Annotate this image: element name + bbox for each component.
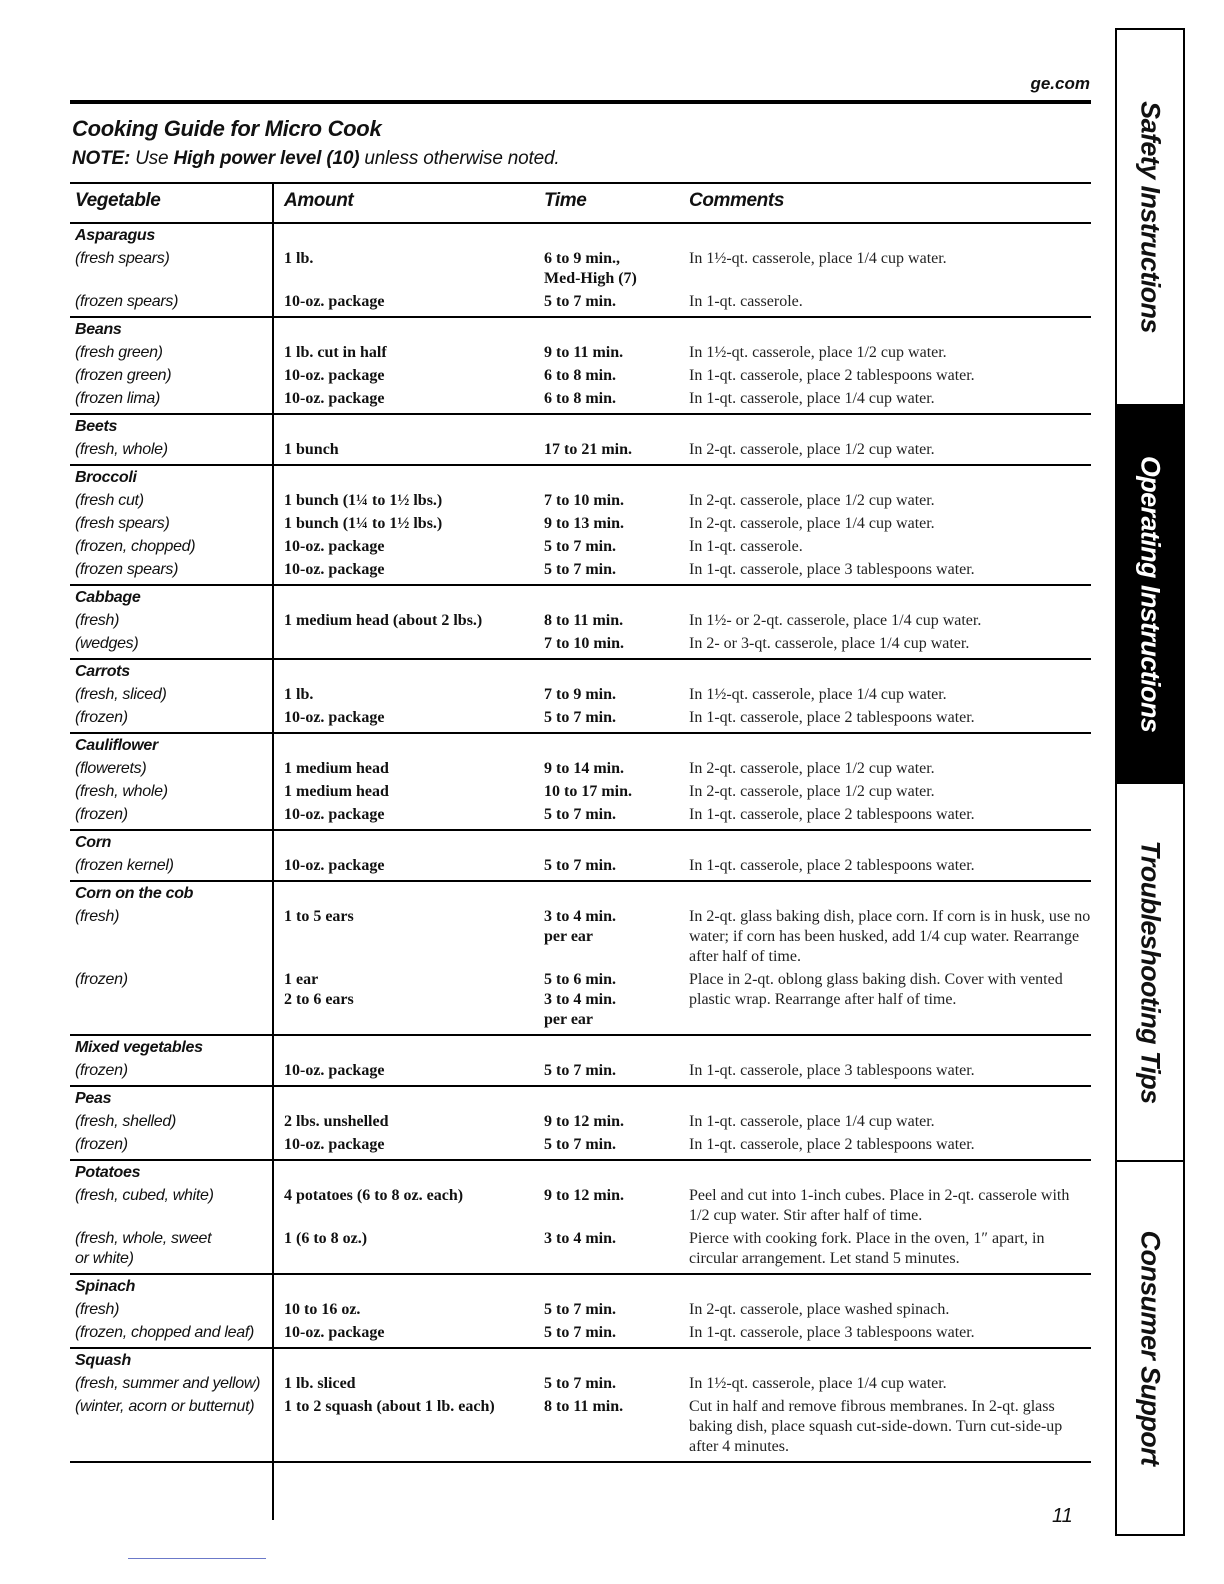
amount-cell: 10-oz. package — [284, 367, 385, 384]
vegetable-form: (fresh) — [75, 1301, 120, 1318]
vegetable-group — [70, 1275, 1091, 1349]
table-row — [70, 1300, 1091, 1320]
vegetable-form: (wedges) — [75, 635, 139, 652]
amount-cell: 10-oz. package — [284, 709, 385, 726]
time-cell: 5 to 6 min. 3 to 4 min. per ear — [544, 971, 616, 1028]
comment-cell: In 2-qt. casserole, place 1/4 cup water. — [689, 515, 935, 532]
vegetable-group — [70, 466, 1091, 586]
time-cell: 17 to 21 min. — [544, 441, 632, 458]
table-row — [70, 440, 1091, 460]
amount-cell: 1 medium head — [284, 783, 389, 800]
time-cell: 7 to 10 min. — [544, 635, 624, 652]
time-cell: 9 to 11 min. — [544, 344, 624, 361]
comment-cell: Peel and cut into 1-inch cubes. Place in 2-qt. casserole with 1/2 cup water. Stir after half of time. — [689, 1187, 1070, 1224]
footer-line — [128, 1558, 266, 1559]
comment-cell: In 1-qt. casserole, place 2 tablespoons water. — [689, 806, 975, 823]
amount-cell: 1 lb. — [284, 686, 314, 703]
top-rule — [70, 100, 1091, 104]
amount-cell: 10-oz. package — [284, 390, 385, 407]
vegetable-form: (fresh spears) — [75, 250, 170, 267]
table-row — [70, 491, 1091, 511]
vegetable-form: (fresh green) — [75, 344, 163, 361]
amount-cell: 1 lb. sliced — [284, 1375, 356, 1392]
comment-cell: In 2-qt. casserole, place 1/2 cup water. — [689, 760, 935, 777]
amount-cell: 1 to 2 squash (about 1 lb. each) — [284, 1398, 495, 1415]
column-divider — [272, 182, 274, 1520]
time-cell: 5 to 7 min. — [544, 857, 616, 874]
amount-cell: 10-oz. package — [284, 293, 385, 310]
tab-safety-instructions[interactable] — [1117, 30, 1183, 406]
comment-cell: In 2-qt. casserole, place 1/2 cup water. — [689, 441, 935, 458]
comment-cell: Place in 2-qt. oblong glass baking dish. Cover with vented plastic wrap. Rearrange after half of time. — [689, 971, 1063, 1008]
amount-cell: 1 medium head — [284, 760, 389, 777]
comment-cell: In 1-qt. casserole. — [689, 293, 803, 310]
time-cell: 5 to 7 min. — [544, 1301, 616, 1318]
amount-cell: 1 to 5 ears — [284, 908, 354, 925]
table-row — [70, 1323, 1091, 1343]
vegetable-name: Peas — [75, 1090, 112, 1107]
vegetable-group — [70, 660, 1091, 734]
time-cell: 9 to 12 min. — [544, 1113, 624, 1130]
table-row — [70, 560, 1091, 580]
vegetable-form: (frozen) — [75, 806, 128, 823]
comment-cell: In 1-qt. casserole, place 1/4 cup water. — [689, 1113, 935, 1130]
vegetable-name: Corn — [75, 834, 112, 851]
amount-cell: 10-oz. package — [284, 857, 385, 874]
comment-cell: In 1-qt. casserole, place 2 tablespoons water. — [689, 857, 975, 874]
table-row — [70, 1186, 1091, 1226]
vegetable-name: Beets — [75, 418, 118, 435]
table-row — [70, 537, 1091, 557]
time-cell: 6 to 8 min. — [544, 367, 616, 384]
table-row — [70, 1112, 1091, 1132]
table-row — [70, 389, 1091, 409]
vegetable-group — [70, 1161, 1091, 1275]
vegetable-group — [70, 1087, 1091, 1161]
time-cell: 5 to 7 min. — [544, 293, 616, 310]
vegetable-form: (fresh, summer and yellow) — [75, 1375, 261, 1392]
amount-cell: 10-oz. package — [284, 1324, 385, 1341]
vegetable-name: Carrots — [75, 663, 130, 680]
vegetable-group — [70, 224, 1091, 318]
column-header-time: Time — [544, 190, 587, 211]
column-header-amount: Amount — [284, 190, 354, 211]
tab-operating-instructions[interactable] — [1117, 406, 1183, 784]
amount-cell: 1 bunch (1¼ to 1½ lbs.) — [284, 515, 443, 532]
amount-cell: 2 lbs. unshelled — [284, 1113, 389, 1130]
time-cell: 7 to 10 min. — [544, 492, 624, 509]
column-header-comments: Comments — [689, 190, 784, 211]
table-row — [70, 366, 1091, 386]
page-number: 11 — [1052, 1505, 1073, 1527]
table-body — [70, 224, 1091, 1463]
vegetable-form: (fresh, cubed, white) — [75, 1187, 214, 1204]
vegetable-name: Potatoes — [75, 1164, 141, 1181]
vegetable-form: (frozen) — [75, 971, 128, 988]
vegetable-form: (fresh) — [75, 612, 120, 629]
comment-cell: In 2-qt. casserole, place washed spinach. — [689, 1301, 950, 1318]
time-cell: 8 to 11 min. — [544, 612, 624, 629]
vegetable-form: (fresh, whole, sweet or white) — [75, 1230, 212, 1267]
amount-cell — [282, 634, 544, 654]
amount-cell: 1 (6 to 8 oz.) — [284, 1230, 368, 1247]
vegetable-form: (fresh, sliced) — [75, 686, 167, 703]
vegetable-name: Spinach — [75, 1278, 136, 1295]
time-cell: 5 to 7 min. — [544, 709, 616, 726]
vegetable-form: (fresh, whole) — [75, 783, 168, 800]
table-row — [70, 249, 1091, 289]
side-tabs — [1115, 28, 1185, 1536]
amount-cell: 1 bunch — [284, 441, 339, 458]
table-header — [70, 182, 1091, 224]
amount-cell: 1 lb. cut in half — [284, 344, 387, 361]
page-title: Cooking Guide for Micro Cook — [72, 116, 382, 141]
time-cell: 7 to 9 min. — [544, 686, 616, 703]
comment-cell: In 1-qt. casserole, place 3 tablespoons water. — [689, 1324, 975, 1341]
amount-cell: 10-oz. package — [284, 1136, 385, 1153]
vegetable-group — [70, 1349, 1091, 1463]
time-cell: 6 to 8 min. — [544, 390, 616, 407]
comment-cell: In 1-qt. casserole, place 3 tablespoons water. — [689, 561, 975, 578]
tab-label: Operating Instructions — [1135, 455, 1166, 733]
comment-cell: In 1-qt. casserole, place 1/4 cup water. — [689, 390, 935, 407]
amount-cell: 1 ear 2 to 6 ears — [284, 971, 354, 1008]
table-row — [70, 514, 1091, 534]
amount-cell: 1 medium head (about 2 lbs.) — [284, 612, 483, 629]
table-row — [70, 634, 1091, 654]
time-cell: 5 to 7 min. — [544, 1062, 616, 1079]
table-row — [70, 611, 1091, 631]
vegetable-form: (winter, acorn or butternut) — [75, 1398, 255, 1415]
amount-cell: 10-oz. package — [284, 538, 385, 555]
vegetable-form: (frozen) — [75, 1062, 128, 1079]
amount-cell: 1 bunch (1¼ to 1½ lbs.) — [284, 492, 443, 509]
comment-cell: In 1-qt. casserole, place 3 tablespoons water. — [689, 1062, 975, 1079]
table-row — [70, 970, 1091, 1030]
vegetable-name: Mixed vegetables — [75, 1039, 203, 1056]
comment-cell: In 1½-qt. casserole, place 1/4 cup water. — [689, 686, 947, 703]
table-row — [70, 805, 1091, 825]
table-row — [70, 1135, 1091, 1155]
comment-cell: In 1½-qt. casserole, place 1/4 cup water. — [689, 250, 947, 267]
note-text-2: unless otherwise noted. — [359, 148, 560, 169]
comment-cell: In 2-qt. casserole, place 1/2 cup water. — [689, 783, 935, 800]
amount-cell: 10-oz. package — [284, 806, 385, 823]
vegetable-name: Broccoli — [75, 469, 137, 486]
vegetable-form: (frozen lima) — [75, 390, 161, 407]
comment-cell: In 1½- or 2-qt. casserole, place 1/4 cup water. — [689, 612, 982, 629]
table-row — [70, 1229, 1091, 1269]
time-cell: 6 to 9 min., Med-High (7) — [544, 250, 637, 287]
tab-label: Safety Instructions — [1135, 101, 1166, 333]
time-cell: 10 to 17 min. — [544, 783, 632, 800]
tab-label: Consumer Support — [1135, 1230, 1166, 1466]
table-row — [70, 1397, 1091, 1457]
time-cell: 5 to 7 min. — [544, 1136, 616, 1153]
table-row — [70, 782, 1091, 802]
vegetable-form: (frozen, chopped) — [75, 538, 196, 555]
vegetable-group — [70, 831, 1091, 882]
comment-cell: In 2-qt. casserole, place 1/2 cup water. — [689, 492, 935, 509]
time-cell: 9 to 13 min. — [544, 515, 624, 532]
time-cell: 5 to 7 min. — [544, 806, 616, 823]
comment-cell: Cut in half and remove fibrous membranes. In 2-qt. glass baking dish, place squash cut-side-down. Turn cut-side-up after 4 minutes. — [689, 1398, 1063, 1455]
vegetable-form: (fresh spears) — [75, 515, 170, 532]
column-header-vegetable: Vegetable — [75, 190, 161, 211]
table-row — [70, 343, 1091, 363]
table-row — [70, 1374, 1091, 1394]
vegetable-group — [70, 415, 1091, 466]
amount-cell: 10-oz. package — [284, 561, 385, 578]
vegetable-form: (frozen kernel) — [75, 857, 174, 874]
tab-troubleshooting-tips[interactable] — [1117, 784, 1183, 1162]
table-row — [70, 708, 1091, 728]
vegetable-name: Cauliflower — [75, 737, 158, 754]
table-row — [70, 685, 1091, 705]
table-row — [70, 1061, 1091, 1081]
comment-cell: In 1½-qt. casserole, place 1/2 cup water. — [689, 344, 947, 361]
note — [72, 148, 559, 170]
vegetable-name: Corn on the cob — [75, 885, 194, 902]
time-cell: 5 to 7 min. — [544, 1324, 616, 1341]
vegetable-form: (frozen spears) — [75, 293, 179, 310]
vegetable-name: Asparagus — [75, 227, 155, 244]
comment-cell: In 1-qt. casserole. — [689, 538, 803, 555]
comment-cell: In 2- or 3-qt. casserole, place 1/4 cup water. — [689, 635, 970, 652]
time-cell: 5 to 7 min. — [544, 538, 616, 555]
cooking-guide-table — [70, 182, 1091, 1463]
comment-cell: In 2-qt. glass baking dish, place corn. If corn is in husk, use no water; if corn has been husked, add 1/4 cup water. Rearrange after half of time. — [689, 908, 1091, 965]
vegetable-group — [70, 882, 1091, 1036]
amount-cell: 10 to 16 oz. — [284, 1301, 361, 1318]
vegetable-group — [70, 586, 1091, 660]
vegetable-form: (flowerets) — [75, 760, 147, 777]
time-cell: 5 to 7 min. — [544, 1375, 616, 1392]
amount-cell: 10-oz. package — [284, 1062, 385, 1079]
table-row — [70, 856, 1091, 876]
vegetable-form: (frozen green) — [75, 367, 172, 384]
amount-cell: 4 potatoes (6 to 8 oz. each) — [284, 1187, 464, 1204]
note-bold: High power level (10) — [173, 148, 360, 169]
time-cell: 5 to 7 min. — [544, 561, 616, 578]
vegetable-form: (fresh) — [75, 908, 120, 925]
vegetable-form: (fresh cut) — [75, 492, 144, 509]
vegetable-form: (frozen spears) — [75, 561, 179, 578]
comment-cell: In 1-qt. casserole, place 2 tablespoons water. — [689, 367, 975, 384]
time-cell: 9 to 14 min. — [544, 760, 624, 777]
vegetable-name: Cabbage — [75, 589, 141, 606]
table-row — [70, 907, 1091, 967]
vegetable-form: (fresh, shelled) — [75, 1113, 177, 1130]
time-cell: 9 to 12 min. — [544, 1187, 624, 1204]
tab-label: Troubleshooting Tips — [1135, 840, 1166, 1104]
note-prefix: NOTE: — [72, 148, 131, 169]
tab-consumer-support[interactable] — [1117, 1162, 1183, 1534]
comment-cell: In 1-qt. casserole, place 2 tablespoons water. — [689, 1136, 975, 1153]
vegetable-group — [70, 1036, 1091, 1087]
amount-cell: 1 lb. — [284, 250, 314, 267]
comment-cell: In 1-qt. casserole, place 2 tablespoons water. — [689, 709, 975, 726]
time-cell: 3 to 4 min. per ear — [544, 908, 616, 945]
vegetable-group — [70, 318, 1091, 415]
vegetable-form: (fresh, whole) — [75, 441, 168, 458]
vegetable-form: (frozen) — [75, 1136, 128, 1153]
comment-cell: Pierce with cooking fork. Place in the oven, 1″ apart, in circular arrangement. Let stand 5 minutes. — [689, 1230, 1045, 1267]
table-row — [70, 292, 1091, 312]
table-row — [70, 759, 1091, 779]
comment-cell: In 1½-qt. casserole, place 1/4 cup water. — [689, 1375, 947, 1392]
vegetable-name: Beans — [75, 321, 122, 338]
vegetable-name: Squash — [75, 1352, 131, 1369]
site-url: ge.com — [1030, 74, 1090, 93]
note-text-1: Use — [130, 148, 174, 169]
time-cell: 8 to 11 min. — [544, 1398, 624, 1415]
time-cell: 3 to 4 min. — [544, 1230, 616, 1247]
vegetable-form: (frozen) — [75, 709, 128, 726]
vegetable-group — [70, 734, 1091, 831]
vegetable-form: (frozen, chopped and leaf) — [75, 1324, 254, 1341]
